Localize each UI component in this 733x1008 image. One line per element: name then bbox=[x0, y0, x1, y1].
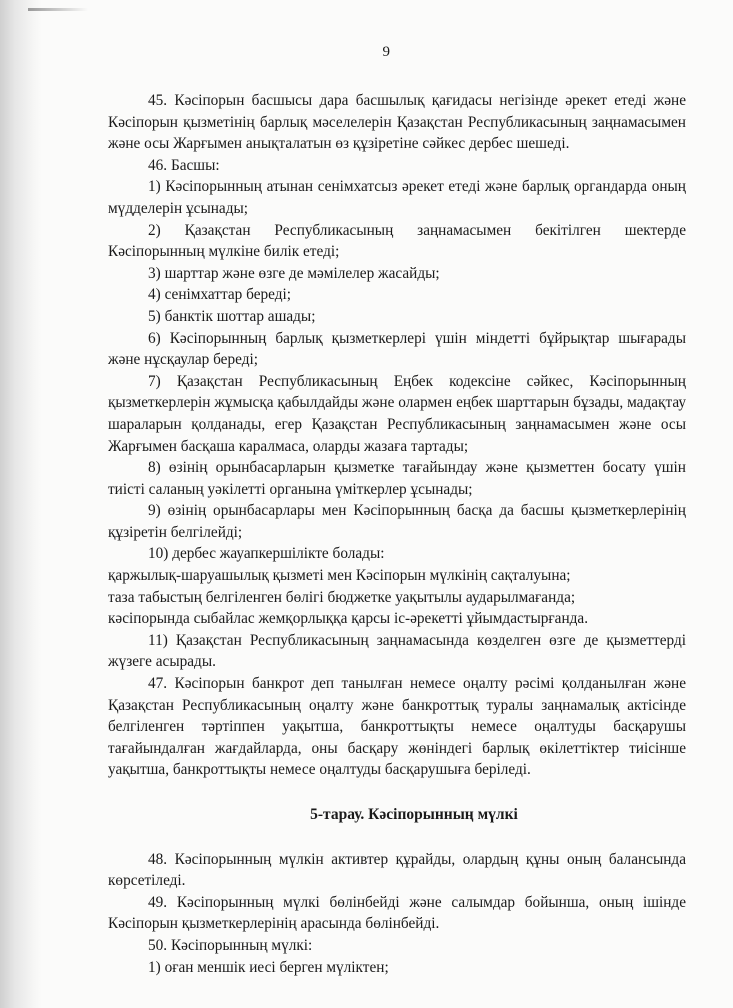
paragraph: кәсіпорында сыбайлас жемқорлыққа қарсы іс-әрекетті ұйымдастырғанда. bbox=[108, 610, 589, 628]
paragraph: таза табыстың белгіленген бөлігі бюджетке уақытылы аударылмағанда; bbox=[108, 588, 576, 606]
paragraph: 6) Кәсіпорынның барлық қызметкерлері үшін міндетті бұйрықтар шығарады және нұсқаулар береді; bbox=[108, 329, 686, 369]
paragraph: 1) Кәсіпорынның атынан сенімхатсыз әрекет етеді және барлық органдарда оның мүдделерін ұсынады; bbox=[108, 178, 686, 217]
paragraph: 46. Басшы: bbox=[148, 156, 220, 174]
section-heading: 5-тарау. Кәсіпорынның мүлкі bbox=[310, 806, 518, 823]
paragraph: 47. Кәсіпорын банкрот деп танылған немесе оңалту рәсімі қолданылған және Қазақстан Республикасының оңалту және банкроттық туралы заңнамалық актісінде белгіленген тәртіппен уақытша, банкроттықты немесе оңалтуды басқарушы тағайындалған жағдайларда, оны басқару жөніндегі барлық өкілеттіктер тиісінше уақытша, банкроттықты немесе оңалтуды басқарушыға беріледі. bbox=[108, 675, 686, 779]
paragraph: 49. Кәсіпорынның мүлкі бөлінбейді және салымдар бойынша, оның ішінде Кәсіпорын қызметкерлерінің арасында бөлінбейді. bbox=[108, 893, 686, 933]
paragraphs-after-heading bbox=[108, 849, 686, 979]
paragraph: 11) Қазақстан Республикасының заңнамасында көзделген өзге де қызметтерді жүзеге асырады. bbox=[108, 631, 686, 671]
paragraph: 10) дербес жауапкершілікте болады: bbox=[148, 545, 385, 563]
paragraph: 3) шарттар және өзге де мәмілелер жасайды; bbox=[148, 264, 440, 282]
paragraph: 5) банктік шоттар ашады; bbox=[148, 307, 316, 325]
paragraph: 45. Кәсіпорын басшысы дара басшылық қағидасы негізінде әрекет етеді және Кәсіпорын қызметінің барлық мәселелерін Қазақстан Республикасының заңнамасымен және осы Жарғымен анықталатын өз құзіретіне сәйкес дербес шешеді. bbox=[108, 92, 686, 153]
paragraph: 50. Кәсіпорынның мүлкі: bbox=[148, 936, 313, 954]
paragraph: 2) Қазақстан Республикасының заңнамасымен бекітілген шектерде Кәсіпорынның мүлкіне билік етеді; bbox=[108, 221, 686, 261]
scan-edge-mark bbox=[28, 8, 88, 11]
document-body bbox=[108, 90, 686, 978]
paragraph: қаржылық-шаруашылық қызметі мен Кәсіпорын мүлкінің сақталуына; bbox=[108, 567, 571, 585]
paragraph: 9) өзінің орынбасарлары мен Кәсіпорынның басқа да басшы қызметкерлерінің құзіретін белгілейді; bbox=[108, 502, 686, 541]
paragraph: 48. Кәсіпорынның мүлкін активтер құрайды, олардың құны оның балансында көрсетіледі. bbox=[108, 850, 686, 890]
scan-binding-shadow bbox=[0, 0, 42, 1008]
paragraph: 7) Қазақстан Республикасының Еңбек кодексіне сәйкес, Кәсіпорынның қызметкерлерін жұмысқа қабылдайды және олармен еңбек шарттарын бұзады, мадақтау шараларын қолданады, егер Қазақстан Республикасының заңнамасымен және осы Жарғымен басқаша каралмаса, оларды жазаға тартады; bbox=[108, 372, 686, 455]
paragraph: 8) өзінің орынбасарларын қызметке тағайындау және қызметтен босату үшін тиісті саланың уәкілетті органына үміткерлер ұсынады; bbox=[108, 459, 686, 498]
paragraph: 4) сенімхаттар береді; bbox=[148, 286, 291, 304]
paragraphs-before-heading bbox=[108, 90, 686, 781]
page-number: 9 bbox=[382, 44, 391, 60]
paragraph: 1) оған меншік иесі берген мүліктен; bbox=[148, 958, 389, 976]
